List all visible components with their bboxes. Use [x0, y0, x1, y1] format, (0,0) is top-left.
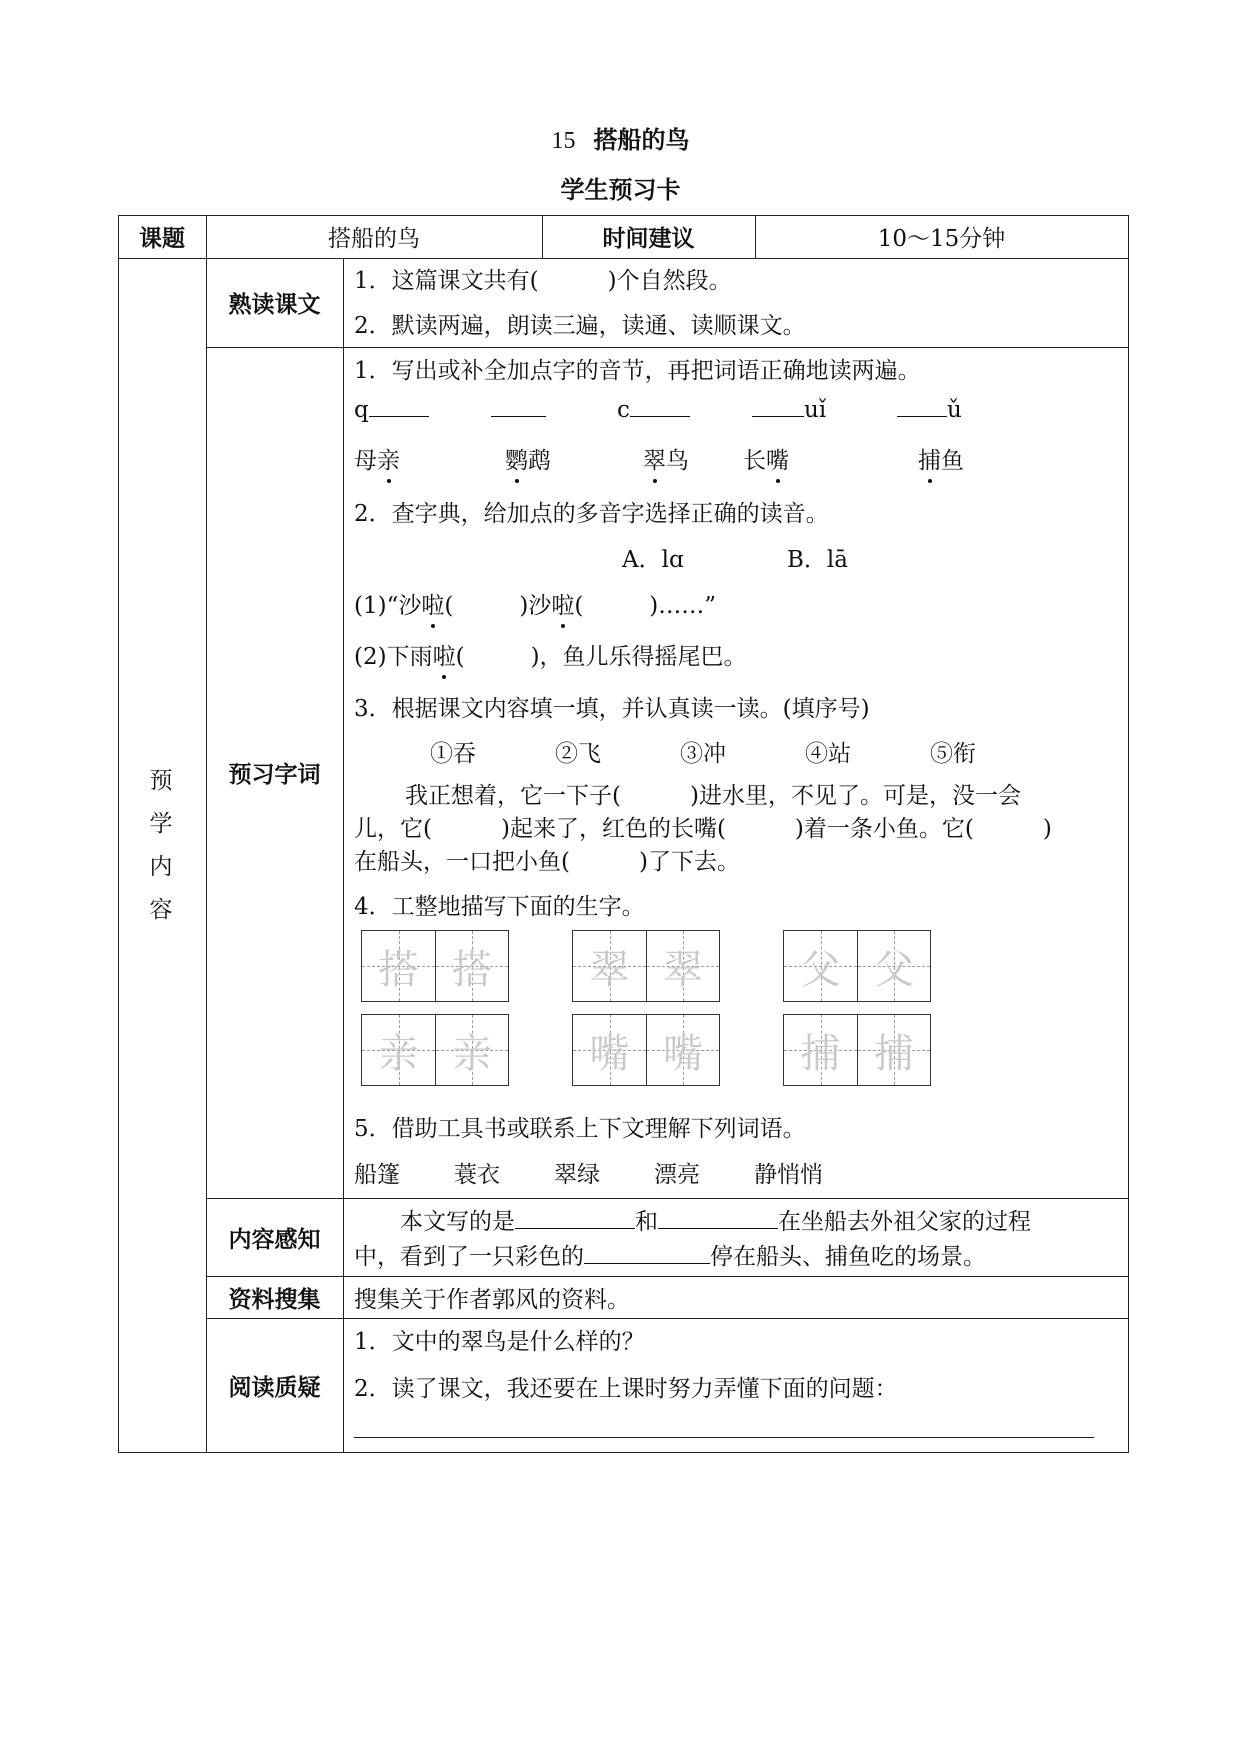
vocab-q3-instruction: 3．根据课文内容填一填，并认真读一读。(填序号) [354, 696, 870, 722]
option-b: B．lā [787, 547, 848, 573]
perception-label: 内容感知 [228, 1226, 321, 1253]
reading-item: 1．这篇课文共有( )个自然段。 [354, 268, 732, 294]
vocab-word: 鹦鹉 [505, 442, 551, 475]
questions-label: 阅读质疑 [228, 1374, 321, 1401]
time-label: 时间建议 [602, 226, 695, 252]
vocab-word: 母亲 [354, 442, 400, 475]
perception-line-2: 中，看到了一只彩色的 停在船头、捕鱼吃的场景。 [354, 1244, 986, 1270]
writing-grid[interactable]: 搭 搭 [361, 930, 509, 1002]
answer-line[interactable] [354, 1437, 1094, 1438]
q5-word: 翠绿 [554, 1162, 600, 1188]
question-item: 2．读了课文，我还要在上课时努力弄懂下面的问题： [354, 1376, 898, 1402]
q2-sentence-2: (2)下雨啦( )，鱼儿乐得摇尾巴。 [354, 638, 747, 671]
lesson-title [0, 120, 1241, 155]
q3-option: ⑤衔 [930, 741, 976, 767]
lesson-number: 15 [551, 128, 576, 154]
q5-word: 船篷 [354, 1162, 400, 1188]
side-label-char: 容 [149, 897, 173, 923]
vocab-q1-instruction: 1．写出或补全加点字的音节，再把词语正确地读两遍。 [354, 358, 921, 384]
perception-blank[interactable] [658, 1210, 778, 1229]
writing-grid[interactable]: 父 父 [783, 930, 931, 1002]
lesson-name: 搭船的鸟 [593, 126, 690, 154]
vocab-word: 捕鱼 [918, 442, 964, 475]
pinyin-blank-1[interactable]: q [354, 397, 429, 423]
perception-blank[interactable] [584, 1245, 710, 1264]
writing-grid[interactable]: 嘴 嘴 [572, 1014, 720, 1086]
reading-item: 2．默读两遍，朗读三遍，读通、读顺课文。 [354, 313, 806, 339]
q2-sentence-1: (1)“沙啦( )沙啦( )……” [354, 587, 716, 620]
side-label [118, 760, 204, 932]
research-label: 资料搜集 [228, 1286, 321, 1313]
perception-blank[interactable] [515, 1210, 635, 1229]
perception-line-1: 本文写的是 和 在坐船去外祖父家的过程 [400, 1209, 1031, 1235]
q3-passage-line: 我正想着，它一下子( )进水里，不见了。可是，没一会 [405, 783, 1021, 809]
q5-word: 蓑衣 [454, 1162, 500, 1188]
pinyin-blank-5[interactable]: ǔ [897, 397, 962, 423]
writing-grid[interactable]: 翠 翠 [572, 930, 720, 1002]
vocab-q2-instruction: 2．查字典，给加点的多音字选择正确的读音。 [354, 501, 829, 527]
research-text: 搜集关于作者郭风的资料。 [354, 1287, 630, 1313]
topic-value: 搭船的鸟 [328, 226, 420, 252]
side-label-char: 内 [149, 854, 173, 880]
vocab-label: 预习字词 [228, 762, 321, 788]
q3-passage-line: 儿，它( )起来了，红色的长嘴( )着一条小鱼。它( ) [354, 816, 1052, 842]
q5-word: 漂亮 [654, 1162, 700, 1188]
side-label-char: 预 [149, 768, 173, 794]
q3-option: ③冲 [680, 741, 726, 767]
q5-word: 静悄悄 [754, 1162, 823, 1188]
vocab-word: 长嘴 [743, 442, 789, 475]
option-a: A．lɑ [622, 547, 684, 573]
q3-passage-line: 在船头，一口把小鱼( )了下去。 [354, 849, 740, 875]
pinyin-blank-3[interactable]: c [617, 397, 690, 423]
q3-option: ④站 [805, 741, 851, 767]
vocab-q4-instruction: 4．工整地描写下面的生字。 [354, 894, 645, 920]
q3-option: ①吞 [430, 741, 476, 767]
pinyin-blank-2[interactable] [491, 397, 546, 423]
vocab-q5-instruction: 5．借助工具书或联系上下文理解下列词语。 [354, 1116, 806, 1142]
writing-grid[interactable]: 亲 亲 [361, 1014, 509, 1086]
topic-label: 课题 [139, 226, 185, 252]
pinyin-blank-4[interactable]: uǐ [752, 397, 826, 423]
vocab-word: 翠鸟 [643, 442, 689, 475]
writing-grid[interactable]: 捕 捕 [783, 1014, 931, 1086]
q3-option: ②飞 [555, 741, 601, 767]
card-subtitle: 学生预习卡 [560, 176, 681, 204]
side-label-char: 学 [149, 811, 173, 837]
question-item: 1．文中的翠鸟是什么样的？ [354, 1329, 645, 1355]
reading-label: 熟读课文 [228, 292, 321, 318]
time-value: 10～15分钟 [877, 226, 1006, 252]
